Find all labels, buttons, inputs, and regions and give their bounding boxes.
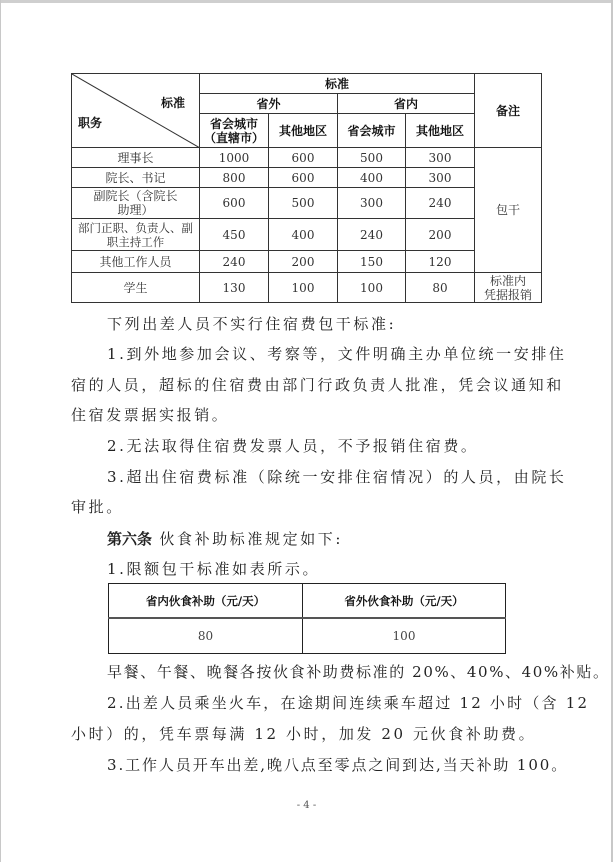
- post-cell: [72, 188, 200, 219]
- value-cell: 100: [338, 273, 406, 303]
- table-row: [72, 219, 542, 251]
- table-row: [72, 168, 542, 188]
- inside-capital-header: 省会城市: [338, 114, 406, 148]
- outside-province-meal-value: 100: [303, 618, 506, 654]
- value-cell: 600: [269, 148, 338, 168]
- standard-group-header: 标准: [200, 74, 475, 94]
- post-cell: 其他工作人员: [72, 251, 200, 273]
- remark-line: 标准内: [490, 273, 527, 288]
- table-row: [72, 188, 542, 219]
- article-6-lead: 第六条: [107, 530, 153, 548]
- paragraph-item-1-line1: 1.到外地参加会议、考察等，文件明确主办单位统一安排住: [107, 345, 567, 363]
- meal-item-3: 3.工作人员开车出差,晚八点至零点之间到达,当天补助 100。: [107, 756, 569, 774]
- value-cell: 300: [338, 188, 406, 219]
- value-cell: 300: [406, 148, 475, 168]
- post-label: 副院长（含院长助理）: [93, 189, 178, 217]
- diag-post-label: 职务: [78, 116, 103, 130]
- post-cell: [72, 219, 200, 251]
- meal-item-2-line1: 2.出差人员乘坐火车，在途期间连续乘车超过 12 小时（含 12: [107, 694, 590, 712]
- table-row: [72, 251, 542, 273]
- value-cell: 130: [200, 273, 269, 303]
- post-cell: 理事长: [72, 148, 200, 168]
- table-row: [72, 148, 542, 168]
- remark-line: 凭据报销: [484, 287, 533, 302]
- meal-split-paragraph: 早餐、午餐、晚餐各按伙食补助费标准的 20%、40%、40%补贴。: [107, 663, 610, 681]
- article-6-text: 伙食补助标准规定如下:: [159, 530, 344, 548]
- post-cell: 学生: [72, 273, 200, 303]
- inside-province-meal-header: 省内伙食补助（元/天）: [109, 584, 303, 619]
- inside-province-header: 省内: [338, 94, 475, 114]
- value-cell: 1000: [200, 148, 269, 168]
- post-label: 部门正职、负责人、副职主持工作: [78, 220, 193, 249]
- value-cell: 800: [200, 168, 269, 188]
- page-top-edge: [0, 0, 613, 3]
- paragraph-item-2: 2.无法取得住宿费发票人员，不予报销住宿费。: [107, 437, 479, 455]
- article-6-heading: [107, 530, 577, 548]
- meal-item-1: 1.限额包干标准如表所示。: [107, 560, 321, 578]
- diagonal-header-cell: [72, 74, 200, 148]
- outside-province-header: 省外: [200, 94, 338, 114]
- value-cell: 240: [338, 219, 406, 251]
- outside-other-header: 其他地区: [269, 114, 338, 148]
- outside-capital-label: 省会城市（直辖市）: [203, 116, 264, 145]
- diagonal-line: [72, 74, 200, 148]
- meal-item-2-line2: 小时）的，凭车票每满 12 小时，加发 20 元伙食补助费。: [71, 725, 537, 743]
- paragraph-intro: 下列出差人员不实行住宿费包干标准:: [107, 315, 397, 333]
- outside-province-meal-header: 省外伙食补助（元/天）: [303, 584, 506, 619]
- page-number: - 4 -: [296, 800, 317, 811]
- diag-standard-label: 标准: [160, 96, 185, 110]
- value-cell: 600: [269, 168, 338, 188]
- value-cell: 400: [338, 168, 406, 188]
- value-cell: 200: [269, 251, 338, 273]
- value-cell: 450: [200, 219, 269, 251]
- value-cell: 120: [406, 251, 475, 273]
- page-left-edge: [0, 0, 1, 862]
- value-cell: 500: [338, 148, 406, 168]
- remarks-header: 备注: [475, 74, 542, 148]
- paragraph-item-3-line1: 3.超出住宿费标准（除统一安排住宿情况）的人员，由院长: [107, 468, 567, 486]
- outside-capital-header: [200, 114, 269, 148]
- paragraph-item-1-line3: 住宿发票据实报销。: [71, 406, 230, 424]
- paragraph-item-3-line2: 审批。: [71, 498, 124, 516]
- inside-other-header: 其他地区: [406, 114, 475, 148]
- remark-student-cell: [475, 273, 542, 303]
- table-row: [72, 273, 542, 303]
- value-cell: 240: [200, 251, 269, 273]
- value-cell: 240: [406, 188, 475, 219]
- value-cell: 300: [406, 168, 475, 188]
- inside-province-meal-value: 80: [109, 618, 303, 654]
- value-cell: 600: [200, 188, 269, 219]
- value-cell: 400: [269, 219, 338, 251]
- post-cell: 院长、书记: [72, 168, 200, 188]
- lodging-standard-table: [71, 73, 542, 303]
- value-cell: 200: [406, 219, 475, 251]
- meal-allowance-table: [108, 583, 506, 654]
- value-cell: 500: [269, 188, 338, 219]
- value-cell: 150: [338, 251, 406, 273]
- paragraph-item-1-line2: 宿的人员，超标的住宿费由部门行政负责人批准，凭会议通知和: [71, 376, 564, 394]
- value-cell: 100: [269, 273, 338, 303]
- value-cell: 80: [406, 273, 475, 303]
- remark-lump-sum-cell: 包干: [475, 148, 542, 273]
